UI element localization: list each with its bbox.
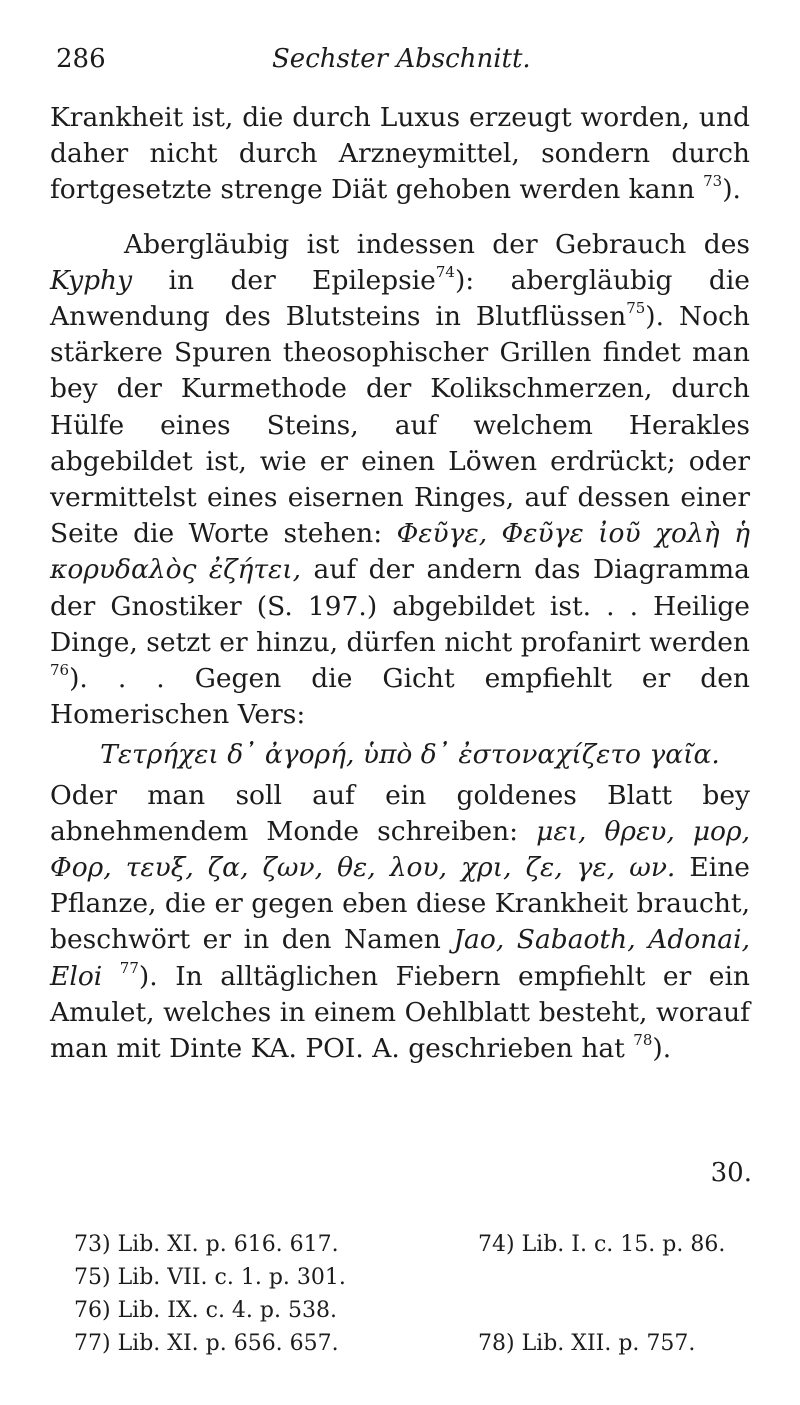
page-header xyxy=(56,44,740,80)
greek-syllables: μει, θρευ, μορ, Φορ, τευξ, ζα, ζων, θε, λου, χρι, ζε, γε, ων. xyxy=(50,815,750,884)
footnote-ref-76: 76 xyxy=(50,661,70,680)
footnote-ref-77: 77 xyxy=(119,958,139,977)
footnote-ref-73: 73 xyxy=(703,172,723,191)
page-number: 286 xyxy=(56,44,106,74)
footnote-ref-74: 74 xyxy=(435,262,455,281)
footnote-73: 73) Lib. XI. p. 616. 617. xyxy=(74,1232,339,1257)
signature-mark: 30. xyxy=(710,1158,752,1188)
footnote-ref-78: 78 xyxy=(633,1031,653,1050)
main-text xyxy=(50,100,750,1067)
footnote-75: 75) Lib. VII. c. 1. p. 301. xyxy=(74,1265,346,1290)
paragraph-2: Abergläubig ist indessen der Gebrauch des Kyphy in der Epilepsie$^{74}$): abergläubig die Anwendung des Blutsteins in Blutflüssen$^{75}$). Noch stärkere Spuren theosophischer Grillen findet man bey der Kurmethode der Kolikschmerzen, durch Hülfe eines Steins, auf welchem Herakles abgebildet ist, wie er einen Löwen erdrückt; oder vermittelst eines eisernen Ringes, auf dessen einer Seite die Worte stehen: Φεῦγε, Φεῦγε ἰοῦ χολὴ ἡ κορυδαλὸς ἐζήτει, auf der andern das Diagramma der Gnostiker (S. 197.) abgebildet ist. . . Heilige Dinge, setzt er hinzu, dürfen nicht profanirt werden $^{76}$). . . Gegen die Gicht empfiehlt er den Homerischen Vers: xyxy=(50,228,750,731)
running-title: Sechster Abschnitt. xyxy=(272,44,531,74)
footnote-ref-75: 75 xyxy=(626,299,646,318)
footnote-76: 76) Lib. IX. c. 4. p. 538. xyxy=(74,1298,337,1323)
homeric-verse: Τετρήχει δ᾽ ἀγορή, ὑπὸ δ᾽ ἐστοναχίζετο γαῖα. xyxy=(100,739,720,771)
divine-names: Jao, Sabaoth, Adonai, Eloi xyxy=(50,924,751,992)
footnotes xyxy=(74,1228,764,1360)
footnote-77: 77) Lib. XI. p. 656. 657. xyxy=(74,1331,339,1356)
footnote-74: 74) Lib. I. c. 15. p. 86. xyxy=(478,1232,726,1257)
paragraph-3: Oder man soll auf ein goldenes Blatt bey abnehmendem Monde schreiben: μει, θρευ, μορ, Φορ, τευξ, ζα, ζων, θε, λου, χρι, ζε, γε, ων. Eine Pflanze, die er gegen eben diese Krankheit braucht, beschwört er in den Namen Jao, Sabaoth, Adonai, Eloi $^{77}$). In alltäglichen Fiebern empfiehlt er ein Amulet, welches in einem Oehlblatt besteht, worauf man mit Dinte KA. POI. A. geschrieben hat $^{78}$). xyxy=(50,779,751,1065)
paragraph-1: Krankheit ist, die durch Luxus erzeugt worden, und daher nicht durch Arzneymittel, sondern durch fortgesetzte strenge Diät gehoben werden kann $^{73}$). xyxy=(50,102,750,206)
footnote-78: 78) Lib. XII. p. 757. xyxy=(478,1331,696,1356)
kyphy-term: Kyphy xyxy=(50,264,133,296)
greek-inscription: Φεῦγε, Φεῦγε ἰοῦ χολὴ ἡ κορυδαλὸς ἐζήτει, xyxy=(50,518,750,586)
